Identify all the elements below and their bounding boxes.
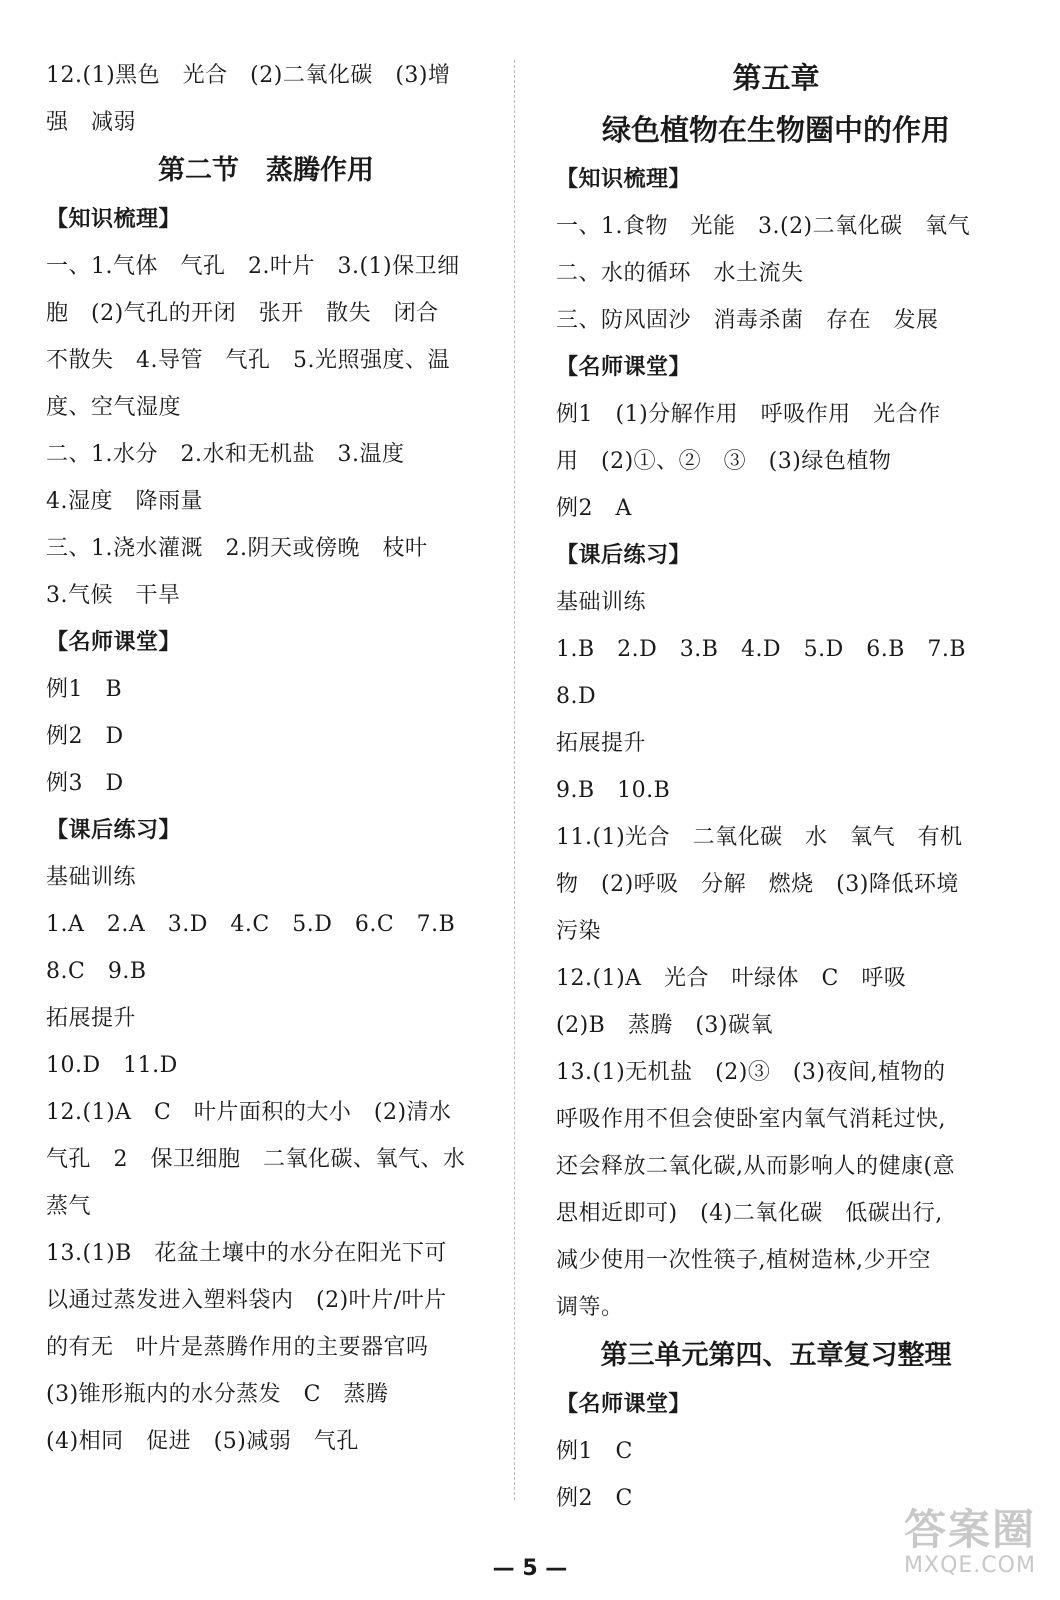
text-line: 10.D 11.D	[46, 1053, 178, 1078]
text-line: 调等。	[556, 1295, 624, 1320]
text-line: (2)B 蒸腾 (3)碳氧	[556, 1013, 773, 1038]
text-line: 4.湿度 降雨量	[46, 489, 203, 514]
watermark-logo: 答案圈	[903, 1505, 1036, 1554]
text-line: 蒸气	[46, 1194, 92, 1219]
text-line: 物 (2)呼吸 分解 燃烧 (3)降低环境	[556, 872, 959, 897]
text-line: 的有无 叶片是蒸腾作用的主要器官吗	[46, 1335, 429, 1360]
text-line: 气孔 2 保卫细胞 二氧化碳、氧气、水	[46, 1147, 466, 1172]
text-line: 还会释放二氧化碳,从而影响人的健康(意	[556, 1154, 956, 1179]
text-line: 不散失 4.导管 气孔 5.光照强度、温	[46, 348, 450, 373]
text-line: 二、水的循环 水土流失	[556, 261, 804, 286]
text-line: 以通过蒸发进入塑料袋内 (2)叶片/叶片	[46, 1288, 447, 1313]
section-label: 【名师课堂】	[556, 1391, 692, 1417]
text-line: 12.(1)黑色 光合 (2)二氧化碳 (3)增	[46, 63, 451, 88]
section-label: 【知识梳理】	[556, 166, 692, 192]
text-line: 度、空气湿度	[46, 395, 182, 420]
section-label: 【课后练习】	[46, 817, 182, 843]
section-label: 【课后练习】	[556, 542, 692, 568]
watermark-url: MXQE.COM	[904, 1553, 1036, 1578]
section-label: 【名师课堂】	[556, 354, 692, 380]
watermark	[904, 1497, 1036, 1578]
text-line: 1.B 2.D 3.B 4.D 5.D 6.B 7.B	[556, 637, 967, 662]
text-line: 污染	[556, 919, 602, 944]
text-line: 9.B 10.B	[556, 778, 671, 803]
text-line: 三、1.浇水灌溉 2.阴天或傍晚 枝叶	[46, 536, 428, 561]
text-line: 呼吸作用不但会使卧室内氧气消耗过快,	[556, 1107, 946, 1132]
text-line: 二、1.水分 2.水和无机盐 3.温度	[46, 442, 405, 467]
text-line: 减少使用一次性筷子,植树造林,少开空	[556, 1248, 931, 1273]
text-line: 13.(1)无机盐 (2)③ (3)夜间,植物的	[556, 1060, 946, 1085]
text-line: 12.(1)A C 叶片面积的大小 (2)清水	[46, 1100, 452, 1125]
text-line: (3)锥形瓶内的水分蒸发 C 蒸腾	[46, 1382, 389, 1407]
text-line: 用 (2)①、② ③ (3)绿色植物	[556, 449, 892, 474]
text-line: 例2 C	[556, 1486, 633, 1511]
text-line: 基础训练	[556, 590, 647, 615]
text-line: 12.(1)A 光合 叶绿体 C 呼吸	[556, 966, 907, 991]
text-line: 例2 D	[46, 724, 124, 749]
page-number: — 5 —	[492, 1556, 568, 1581]
left-column	[46, 52, 486, 1465]
text-line: 1.A 2.A 3.D 4.C 5.D 6.C 7.B	[46, 912, 456, 937]
text-line: 三、防风固沙 消毒杀菌 存在 发展	[556, 308, 939, 333]
text-line: 例1 (1)分解作用 呼吸作用 光合作	[556, 402, 941, 427]
chapter-title: 第五章	[732, 61, 820, 95]
right-column	[556, 52, 996, 1522]
text-line: 例3 D	[46, 771, 124, 796]
text-line: 基础训练	[46, 865, 137, 890]
chapter-title: 绿色植物在生物圈中的作用	[601, 113, 950, 147]
text-line: 例1 B	[46, 677, 123, 702]
text-line: 思相近即可) (4)二氧化碳 低碳出行,	[556, 1201, 943, 1226]
text-line: 8.D	[556, 684, 597, 709]
text-line: 例1 C	[556, 1439, 633, 1464]
text-line: 胞 (2)气孔的开闭 张开 散失 闭合	[46, 301, 439, 326]
text-line: 例2 A	[556, 496, 632, 521]
section-heading: 第二节 蒸腾作用	[158, 155, 374, 186]
section-label: 【知识梳理】	[46, 206, 182, 232]
text-line: 8.C 9.B	[46, 959, 147, 984]
text-line: 3.气候 干旱	[46, 583, 181, 608]
text-line: 一、1.食物 光能 3.(2)二氧化碳 氧气	[556, 214, 971, 239]
text-line: 11.(1)光合 二氧化碳 水 氧气 有机	[556, 825, 963, 850]
column-divider	[514, 60, 515, 1500]
text-line: 13.(1)B 花盆土壤中的水分在阳光下可	[46, 1241, 447, 1266]
text-line: 强 减弱	[46, 110, 137, 135]
section-label: 【名师课堂】	[46, 629, 182, 655]
text-line: (4)相同 促进 (5)减弱 气孔	[46, 1429, 359, 1454]
text-line: 拓展提升	[556, 731, 647, 756]
text-line: 一、1.气体 气孔 2.叶片 3.(1)保卫细	[46, 254, 460, 279]
text-line: 拓展提升	[46, 1006, 137, 1031]
section-heading: 第三单元第四、五章复习整理	[600, 1340, 952, 1371]
